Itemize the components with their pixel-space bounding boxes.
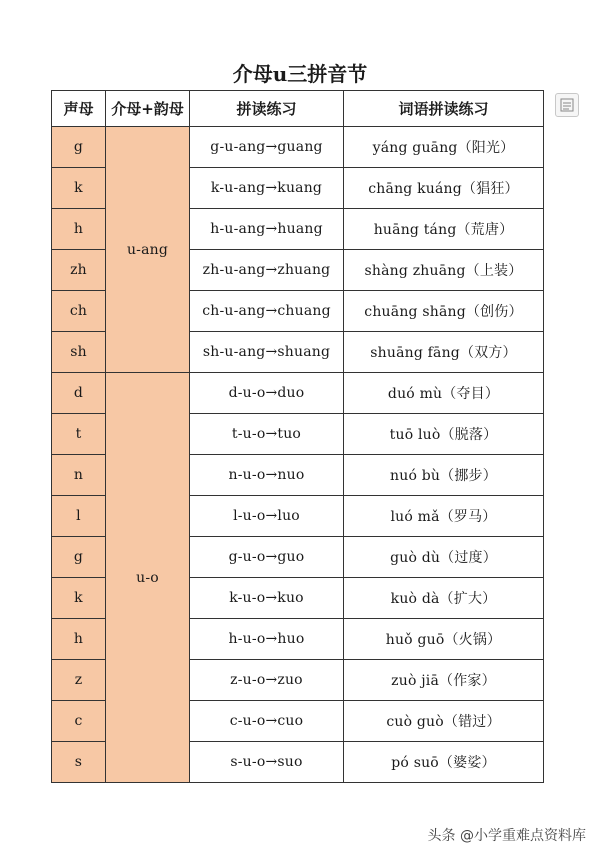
cell-initial: d — [52, 373, 106, 414]
header-medial-final: 介母+韵母 — [106, 91, 190, 127]
cell-word: yáng guāng（阳光） — [344, 127, 544, 168]
expand-icon[interactable] — [555, 93, 579, 117]
cell-word: chuāng shāng（创伤） — [344, 291, 544, 332]
cell-spelling: l-u-o→luo — [190, 496, 344, 537]
cell-spelling: h-u-o→huo — [190, 619, 344, 660]
cell-word: nuó bù（挪步） — [344, 455, 544, 496]
table-row — [52, 373, 544, 414]
cell-spelling: n-u-o→nuo — [190, 455, 344, 496]
header-initial: 声母 — [52, 91, 106, 127]
header-word-practice: 词语拼读练习 — [344, 91, 544, 127]
syllable-table — [51, 90, 544, 783]
cell-initial: s — [52, 742, 106, 783]
cell-spelling: t-u-o→tuo — [190, 414, 344, 455]
cell-spelling: g-u-ang→guang — [190, 127, 344, 168]
cell-spelling: h-u-ang→huang — [190, 209, 344, 250]
cell-word: tuō luò（脱落） — [344, 414, 544, 455]
cell-word: cuò guò（错过） — [344, 701, 544, 742]
cell-spelling: d-u-o→duo — [190, 373, 344, 414]
cell-word: huāng táng（荒唐） — [344, 209, 544, 250]
cell-medial-final: u-ang — [106, 127, 190, 373]
cell-initial: t — [52, 414, 106, 455]
cell-word: luó mǎ（罗马） — [344, 496, 544, 537]
cell-word: guò dù（过度） — [344, 537, 544, 578]
cell-word: huǒ guō（火锅） — [344, 619, 544, 660]
table-row — [52, 127, 544, 168]
cell-initial: g — [52, 127, 106, 168]
cell-initial: z — [52, 660, 106, 701]
cell-spelling: sh-u-ang→shuang — [190, 332, 344, 373]
cell-initial: g — [52, 537, 106, 578]
cell-spelling: zh-u-ang→zhuang — [190, 250, 344, 291]
cell-word: duó mù（夺目） — [344, 373, 544, 414]
cell-initial: n — [52, 455, 106, 496]
cell-word: kuò dà（扩大） — [344, 578, 544, 619]
cell-spelling: k-u-o→kuo — [190, 578, 344, 619]
cell-initial: l — [52, 496, 106, 537]
cell-spelling: ch-u-ang→chuang — [190, 291, 344, 332]
cell-word: shuāng fāng（双方） — [344, 332, 544, 373]
cell-initial: sh — [52, 332, 106, 373]
cell-initial: k — [52, 168, 106, 209]
table-header-row — [52, 91, 544, 127]
cell-initial: zh — [52, 250, 106, 291]
cell-initial: ch — [52, 291, 106, 332]
cell-spelling: z-u-o→zuo — [190, 660, 344, 701]
header-spelling-practice: 拼读练习 — [190, 91, 344, 127]
cell-word: zuò jiā（作家） — [344, 660, 544, 701]
cell-word: shàng zhuāng（上装） — [344, 250, 544, 291]
cell-initial: c — [52, 701, 106, 742]
cell-medial-final: u-o — [106, 373, 190, 783]
cell-initial: h — [52, 619, 106, 660]
cell-word: chāng kuáng（猖狂） — [344, 168, 544, 209]
cell-spelling: g-u-o→guo — [190, 537, 344, 578]
cell-spelling: s-u-o→suo — [190, 742, 344, 783]
cell-word: pó suō（婆娑） — [344, 742, 544, 783]
watermark: 头条 @小学重难点资料库 — [427, 828, 586, 844]
cell-spelling: k-u-ang→kuang — [190, 168, 344, 209]
cell-initial: h — [52, 209, 106, 250]
cell-initial: k — [52, 578, 106, 619]
cell-spelling: c-u-o→cuo — [190, 701, 344, 742]
page-title: 介母u三拼音节 — [232, 62, 368, 86]
